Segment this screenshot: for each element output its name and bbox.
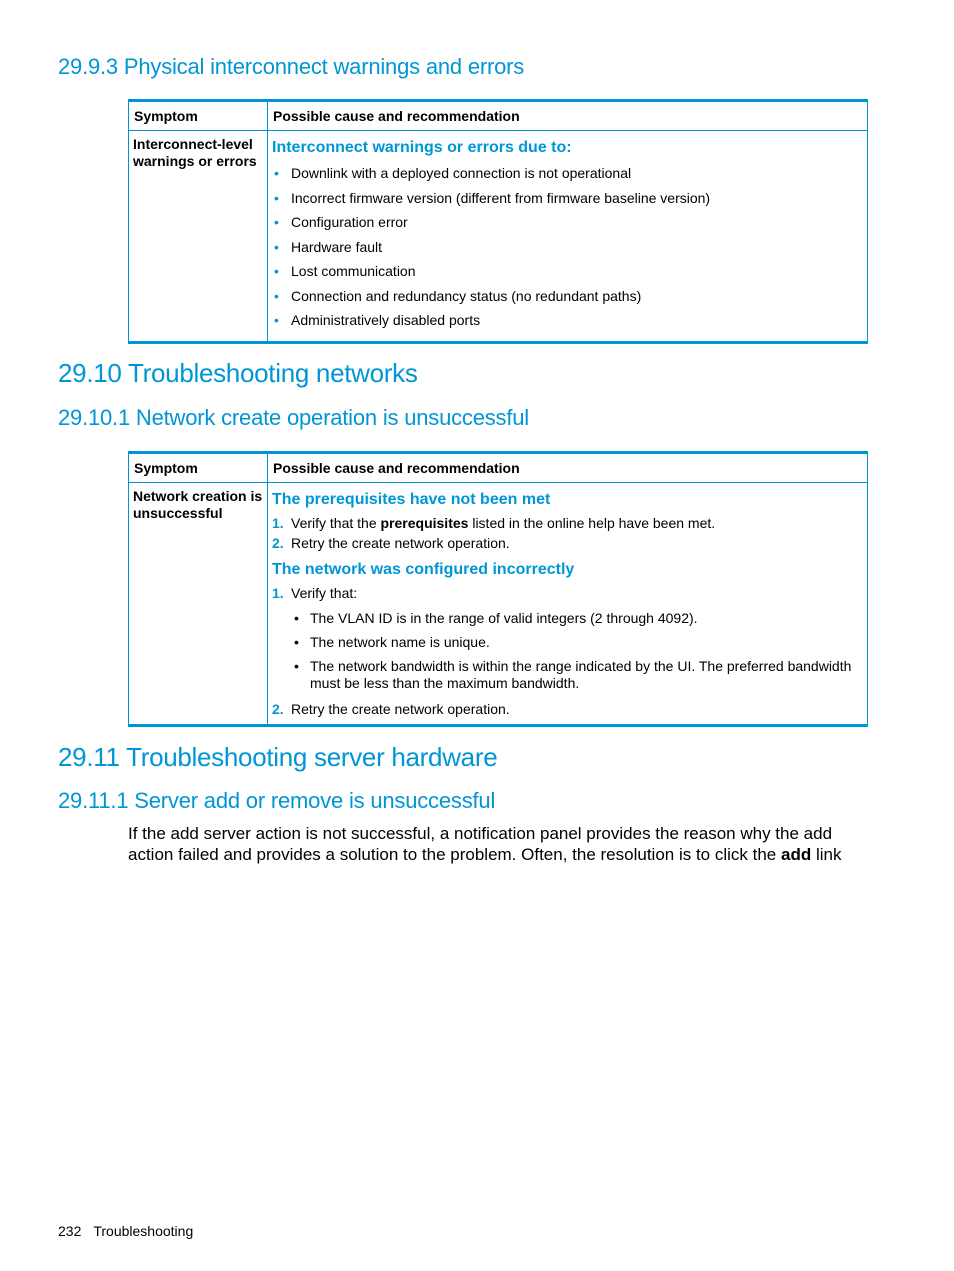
- list-item: • The network bandwidth is within the range indicated by the UI. The preferred bandwidth must be less than the maximum bandwidth.: [294, 658, 852, 691]
- cause-subheading-prerequisites: The prerequisites have not been met: [272, 491, 551, 508]
- cause-cell: [268, 131, 868, 343]
- section-heading-network-create: 29.10.1 Network create operation is unsuccessful: [58, 405, 529, 430]
- list-item: • Downlink with a deployed connection is not operational: [272, 161, 863, 186]
- table-row: [129, 131, 868, 343]
- bullet-icon: •: [274, 238, 279, 255]
- list-item: 2. Retry the create network operation.: [272, 701, 510, 717]
- list-item: 1. Verify that: • The VLAN ID is in the range of valid integers (2 through 4092). • The network name is unique. • The network bandwidth is within the range indicated by the UI. The preferred bandwidth must be less than the maximum bandwidth.: [272, 583, 863, 692]
- cause-subheading-configured-incorrectly: The network was configured incorrectly: [272, 561, 575, 578]
- cause-subheading: Interconnect warnings or errors due to:: [272, 139, 572, 156]
- list-item: • Lost communication: [272, 259, 863, 284]
- section-heading-server-add-remove: 29.11.1 Server add or remove is unsuccessful: [58, 788, 496, 813]
- symptom-cell: Interconnect-level warnings or errors: [129, 131, 268, 343]
- column-header-cause: Possible cause and recommendation: [268, 453, 868, 483]
- section-heading-troubleshooting-networks: 29.10 Troubleshooting networks: [58, 358, 418, 388]
- bullet-icon: •: [274, 214, 279, 230]
- bullet-icon: •: [274, 287, 279, 304]
- table-header-row: [129, 453, 868, 483]
- prerequisites-term: prerequisites: [380, 515, 469, 531]
- verify-sublist: [291, 610, 863, 692]
- list-item: • Administratively disabled ports: [272, 308, 863, 333]
- bullet-icon: •: [294, 658, 299, 674]
- bullet-icon: •: [274, 263, 279, 279]
- list-item: • The VLAN ID is in the range of valid integers (2 through 4092).: [294, 610, 698, 626]
- list-item: • Hardware fault: [272, 235, 863, 260]
- interconnect-warnings-table: [128, 99, 868, 344]
- list-item: • Incorrect firmware version (different from firmware baseline version): [272, 186, 863, 211]
- bullet-icon: •: [274, 165, 279, 181]
- server-add-paragraph: If the add server action is not successful, a notification panel provides the reason why the add action failed and provides a solution to the problem. Often, the resolution is to click the add link: [128, 824, 842, 864]
- page-number: 232: [58, 1223, 82, 1239]
- cause-cell: [268, 483, 868, 726]
- prerequisites-steps: [272, 513, 863, 553]
- list-item: 2. Retry the create network operation.: [272, 535, 510, 551]
- table-row: [129, 483, 868, 726]
- network-create-table: [128, 451, 868, 727]
- bullet-icon: •: [274, 189, 279, 206]
- section-heading-troubleshooting-server-hardware: 29.11 Troubleshooting server hardware: [58, 742, 498, 772]
- bullet-icon: •: [294, 610, 299, 626]
- footer-section-title: Troubleshooting: [93, 1223, 194, 1239]
- list-item: 1. Verify that the prerequisites listed in the online help have been met.: [272, 515, 716, 531]
- list-item: • The network name is unique.: [294, 634, 490, 650]
- table-header-row: [129, 101, 868, 131]
- page-footer: [58, 1223, 193, 1239]
- symptom-cell: Network creation is unsuccessful: [129, 483, 268, 726]
- bullet-icon: •: [274, 312, 279, 328]
- add-link-term: add: [780, 845, 812, 864]
- column-header-symptom: Symptom: [129, 101, 268, 131]
- column-header-cause: Possible cause and recommendation: [268, 101, 868, 131]
- section-heading-physical-interconnect: 29.9.3 Physical interconnect warnings and errors: [58, 54, 525, 79]
- configuration-steps: [272, 583, 863, 719]
- list-item: • Configuration error: [272, 210, 863, 235]
- column-header-symptom: Symptom: [129, 453, 268, 483]
- cause-bullet-list: [272, 161, 863, 333]
- bullet-icon: •: [294, 634, 299, 650]
- list-item: • Connection and redundancy status (no redundant paths): [272, 284, 863, 309]
